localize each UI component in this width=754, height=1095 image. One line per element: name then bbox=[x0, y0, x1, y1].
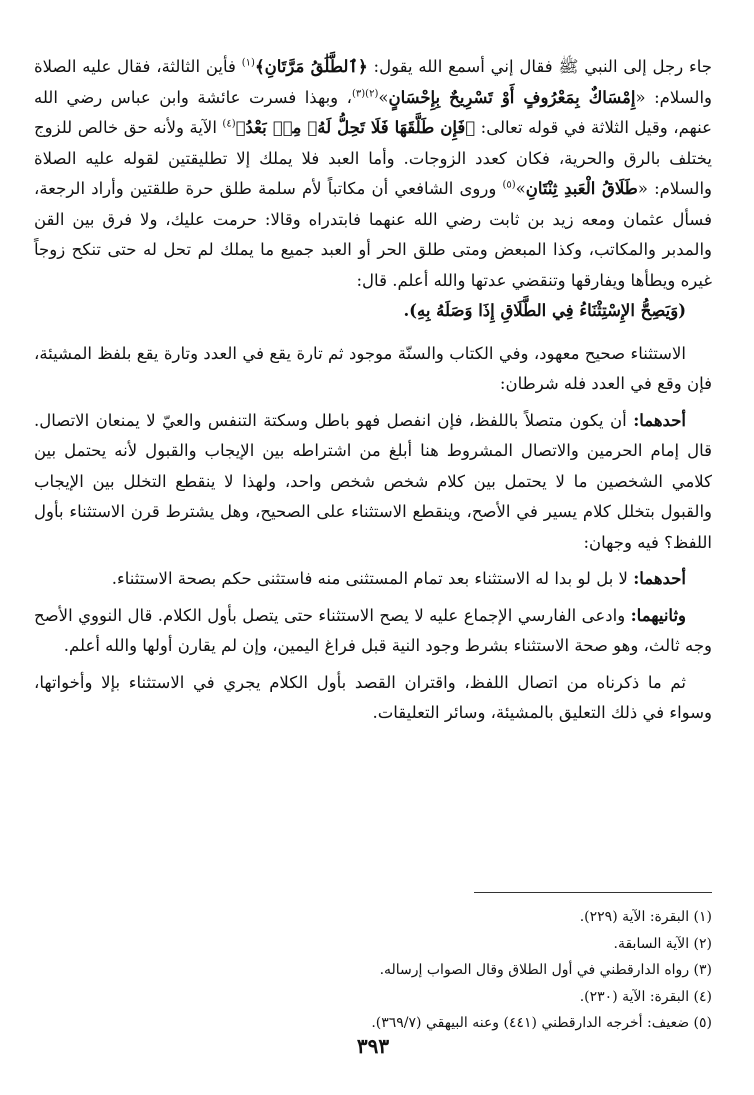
spacer bbox=[34, 327, 712, 339]
paragraph-view-one bbox=[34, 564, 712, 595]
paragraph-text: » bbox=[515, 179, 526, 198]
paragraph-text: ، وبهذا فسرت عائشة وابن عباس رضي الله عنهم، وقيل الثلاثة في قوله تعالى: bbox=[34, 87, 712, 137]
page-body bbox=[34, 52, 712, 1075]
paragraph-condition-one bbox=[34, 406, 712, 559]
quran-verse: ﴿فَإِن طَلَّقَهَا فَلَا تَحِلُّ لَهُۥ مِنۢ بَعْدُ﴾ bbox=[235, 118, 476, 137]
page-number: ٣٩٣ bbox=[356, 1034, 390, 1058]
hadith-quote: إِمْسَاكٌ بِمَعْرُوفٍ أَوْ تَسْرِيحٌ بِإِحْسَانٍ bbox=[388, 87, 636, 107]
quran-verse: ﴿ٱلطَّلَٰقُ مَرَّتَانِ﴾ bbox=[254, 57, 368, 76]
paragraph-lead: أحدهما: bbox=[633, 569, 686, 588]
footnote-item: (٥) ضعيف: أخرجه الدارقطني (٤٤١) وعنه البيهقي (٣٦٩/٧). bbox=[371, 1015, 712, 1031]
footnote-item: (٣) رواه الدارقطني في أول الطلاق وقال الصواب إرساله. bbox=[379, 962, 712, 978]
footnote-item: (١) البقرة: الآية (٢٢٩). bbox=[579, 909, 712, 925]
footnotes bbox=[34, 904, 712, 1037]
matn-statement: (وَيَصِحُّ الإِسْتِثْنَاءُ فِي الطَّلَاقِ إِذَا وَصَلَهُ بِهِ). bbox=[403, 301, 686, 320]
footnote-ref[interactable]: (٤) bbox=[222, 118, 236, 130]
paragraph-text: الآية ولأنه حق خالص للزوج يختلف بالرق والحرية، فكان كعدد الزوجات. وأما العبد فلا يملك إلا تطليقتين لقوله عليه الصلاة والسلام: « bbox=[34, 118, 712, 198]
paragraph-closing: ثم ما ذكرناه من اتصال اللفظ، واقتران القصد بأول الكلام يجري في الاستثناء بإلا وأخواتها، وسواء في ذلك التعليق بالمشيئة، وسائر التعليقات. bbox=[34, 672, 712, 722]
paragraph-istithna: الاستثناء صحيح معهود، وفي الكتاب والسنّة موجود ثم تارة يقع في العدد وتارة يقع بلفظ المشيئة، فإن وقع في العدد فله شرطان: bbox=[34, 343, 712, 393]
footnote-ref[interactable]: (١) bbox=[241, 57, 255, 69]
paragraph-text: أن يكون متصلاً باللفظ، فإن انفصل فهو باطل وسكتة التنفس والعيّ لا يمنعان الاتصال. قال إمام الحرمين والاتصال المشروط هنا أبلغ من اشتراطه بين الإيجاب والقبول لأنه يحتمل بين كلامي الشخصين ما لا يحتمل بين كلام شخص شخص واحد، ولهذا لا ينقطع التخلل بين الإيجاب والقبول بتخلل كلام يسير في الأصح، وينقطع الاستثناء على الصحيح، وهل يشترط قرن الاستثناء بأول اللفظ؟ فيه وجهان: bbox=[34, 410, 712, 552]
footnote-ref[interactable]: (٢)(٣) bbox=[351, 88, 379, 99]
paragraph-lead: أحدهما: bbox=[633, 410, 686, 430]
paragraph-intro bbox=[34, 52, 712, 296]
paragraph-text: لا بل لو بدا له الاستثناء بعد تمام المستثنى منه فاستثنى حكم بصحة الاستثناء. bbox=[111, 569, 634, 588]
footnote-item: (٢) الآية السابقة. bbox=[613, 935, 712, 952]
paragraph-text: جاء رجل إلى النبي ﷺ فقال إني أسمع الله يقول: bbox=[367, 57, 713, 76]
paragraph-text: وروى الشافعي أن مكاتباً لأم سلمة طلق حرة طلقتين وأراد الرجعة، فسأل عثمان ومعه زيد بن ثابت رضي الله عنهما فابتدراه وقالا: حرمت عليك، ولا فرق بين القن والمدبر والمكاتب، وكذا المبعض ومتى طلق الحر أو العبد جميع ما يملك لم تحل له حتى تنكح زوجاً غيره ويطأها ويفارقها وتنقضي عدتها والله أعلم. قال: bbox=[34, 179, 712, 290]
footnote-ref[interactable]: (٥) bbox=[502, 179, 516, 191]
footnote-divider bbox=[474, 892, 712, 893]
paragraph-lead: وثانيهما: bbox=[630, 605, 686, 625]
paragraph-view-two bbox=[34, 601, 712, 662]
paragraph-text: فأين الثالثة، فقال عليه الصلاة والسلام: « bbox=[34, 57, 712, 107]
hadith-quote: طَلَاقُ الْعَبدِ ثِنْتَانِ bbox=[525, 179, 638, 198]
paragraph-text: » bbox=[378, 87, 389, 107]
footnote-item: (٤) البقرة: الآية (٢٣٠). bbox=[579, 988, 712, 1005]
paragraph-text: وادعى الفارسي الإجماع عليه لا يصح الاستثناء حتى يتصل بأول الكلام. قال النووي الأصح وجه ثالث، وهو صحة الاستثناء بشرط وجود النية قبل فراغ اليمين، وإن لم يقارن أولها والله أعلم. bbox=[34, 605, 712, 655]
